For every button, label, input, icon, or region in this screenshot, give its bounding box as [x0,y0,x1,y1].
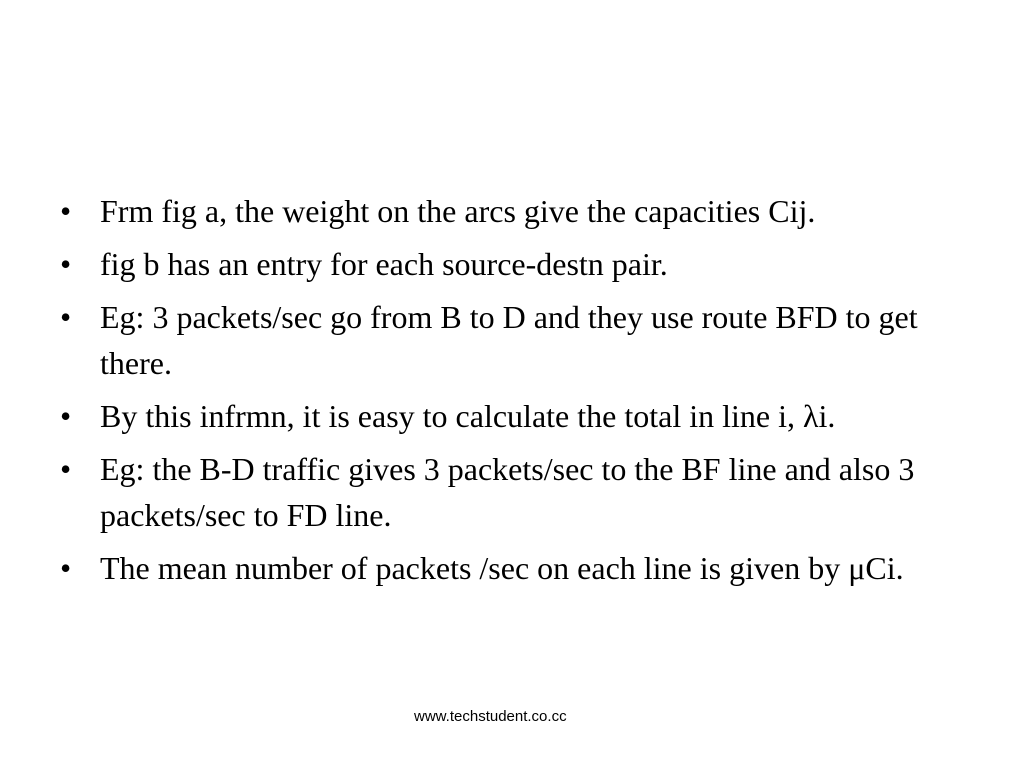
bullet-item [60,241,960,287]
footer-url: www.techstudent.co.cc [414,708,567,725]
bullet-item [60,188,960,234]
bullet-text: Eg: the B-D traffic gives 3 packets/sec to the BF line and also 3 packets/sec to FD line. [100,451,915,533]
bullet-list [60,188,960,598]
bullet-text: Eg: 3 packets/sec go from B to D and they use route BFD to get there. [100,299,918,381]
bullet-text: Frm fig a, the weight on the arcs give the capacities Cij. [100,193,816,229]
bullet-text: fig b has an entry for each source-destn pair. [100,246,668,282]
bullet-item [60,545,960,591]
bullet-item [60,294,960,386]
bullet-dot: • [60,299,72,335]
bullet-dot: • [60,398,72,434]
bullet-text: By this infrmn, it is easy to calculate the total in line i, λi. [100,398,836,434]
bullet-text: The mean number of packets /sec on each line is given by μCi. [100,550,904,586]
bullet-item [60,393,960,439]
bullet-dot: • [60,246,72,282]
bullet-dot: • [60,550,72,586]
bullet-item [60,446,960,538]
bullet-dot: • [60,193,72,229]
bullet-dot: • [60,451,72,487]
